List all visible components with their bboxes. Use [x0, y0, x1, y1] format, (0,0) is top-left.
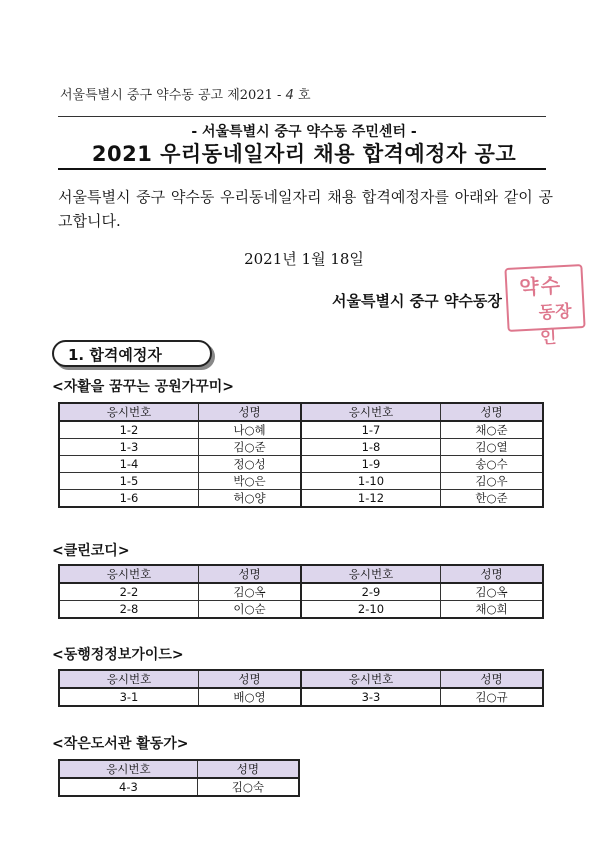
notice-number-suffix: 호: [297, 88, 311, 103]
name-cell: 나○혜: [198, 421, 301, 439]
name-cell: 김○옥: [198, 583, 301, 601]
name-cell: 이○순: [198, 601, 301, 619]
col-header-name: 성명: [198, 403, 301, 421]
table-row: [59, 421, 543, 439]
table-row: [59, 601, 543, 619]
table-row: [59, 490, 543, 508]
exam-number-cell: 1-9: [301, 456, 440, 473]
exam-number-cell: 1-4: [59, 456, 198, 473]
exam-number-cell: 4-3: [59, 778, 197, 796]
notice-number-prefix: 서울특별시 중구 약수동 공고 제2021 -: [60, 88, 282, 103]
group-title-library: <작은도서관 활동가>: [52, 736, 189, 752]
name-cell: 박○은: [198, 473, 301, 490]
name-cell: 김○준: [198, 439, 301, 456]
col-header-exam-no: 응시번호: [301, 565, 440, 583]
exam-number-cell: 2-2: [59, 583, 198, 601]
name-cell: 배○영: [198, 688, 301, 706]
name-cell: 송○수: [440, 456, 543, 473]
seal-text-line2: 동장인: [538, 301, 573, 349]
notice-number: [60, 84, 311, 103]
exam-number-cell: 2-9: [301, 583, 440, 601]
name-cell: 채○희: [440, 601, 543, 619]
name-cell: 정○성: [198, 456, 301, 473]
table-row: [59, 778, 299, 796]
col-header-name: 성명: [440, 670, 543, 688]
group-title-info-guide: <동행정정보가이드>: [52, 647, 184, 663]
official-seal-stamp: [504, 264, 585, 349]
exam-number-cell: 2-10: [301, 601, 440, 619]
col-header-exam-no: 응시번호: [59, 670, 198, 688]
group-title-park: <자활을 꿈꾸는 공원가꾸미>: [52, 379, 234, 395]
table-row: [59, 456, 543, 473]
table-row: [59, 688, 543, 706]
section-heading: 1. 합격예정자: [52, 340, 212, 367]
exam-number-cell: 2-8: [59, 601, 198, 619]
exam-number-cell: 1-6: [59, 490, 198, 508]
col-header-exam-no: 응시번호: [59, 565, 198, 583]
name-cell: 김○옥: [440, 583, 543, 601]
name-cell: 김○규: [440, 688, 543, 706]
name-cell: 김○열: [440, 439, 543, 456]
col-header-exam-no: 응시번호: [59, 760, 197, 778]
col-header-name: 성명: [197, 760, 299, 778]
name-cell: 채○준: [440, 421, 543, 439]
results-table-clean-coordi: [58, 564, 544, 619]
intro-paragraph: 서울특별시 중구 약수동 우리동네일자리 채용 합격예정자를 아래와 같이 공고합니다.: [58, 188, 553, 230]
group-title-clean-coordi: <클린코디>: [52, 543, 130, 559]
results-table-info-guide: [58, 669, 544, 707]
col-header-name: 성명: [440, 565, 543, 583]
name-cell: 김○우: [440, 473, 543, 490]
notice-number-handwritten: 4: [285, 88, 294, 103]
col-header-name: 성명: [440, 403, 543, 421]
results-table-library: [58, 759, 300, 797]
col-header-name: 성명: [198, 565, 301, 583]
notice-date: 2021년 1월 18일: [244, 250, 364, 268]
name-cell: 한○준: [440, 490, 543, 508]
col-header-name: 성명: [198, 670, 301, 688]
col-header-exam-no: 응시번호: [301, 403, 440, 421]
exam-number-cell: 3-1: [59, 688, 198, 706]
table-row: [59, 583, 543, 601]
center-name: - 서울특별시 중구 약수동 주민센터 -: [191, 124, 417, 140]
exam-number-cell: 1-8: [301, 439, 440, 456]
col-header-exam-no: 응시번호: [59, 403, 198, 421]
exam-number-cell: 1-12: [301, 490, 440, 508]
signer-name: 서울특별시 중구 약수동장: [332, 292, 502, 310]
header-bottom-rule: [58, 168, 546, 170]
exam-number-cell: 3-3: [301, 688, 440, 706]
table-row: [59, 473, 543, 490]
exam-number-cell: 1-3: [59, 439, 198, 456]
seal-text-line1: 약수: [518, 273, 563, 300]
exam-number-cell: 1-2: [59, 421, 198, 439]
name-cell: 허○양: [198, 490, 301, 508]
table-row: [59, 439, 543, 456]
header-top-rule: [58, 116, 546, 117]
col-header-exam-no: 응시번호: [301, 670, 440, 688]
page-title: 2021 우리동네일자리 채용 합격예정자 공고: [91, 142, 517, 166]
exam-number-cell: 1-5: [59, 473, 198, 490]
name-cell: 김○숙: [197, 778, 299, 796]
results-table-park: [58, 402, 544, 508]
exam-number-cell: 1-10: [301, 473, 440, 490]
exam-number-cell: 1-7: [301, 421, 440, 439]
